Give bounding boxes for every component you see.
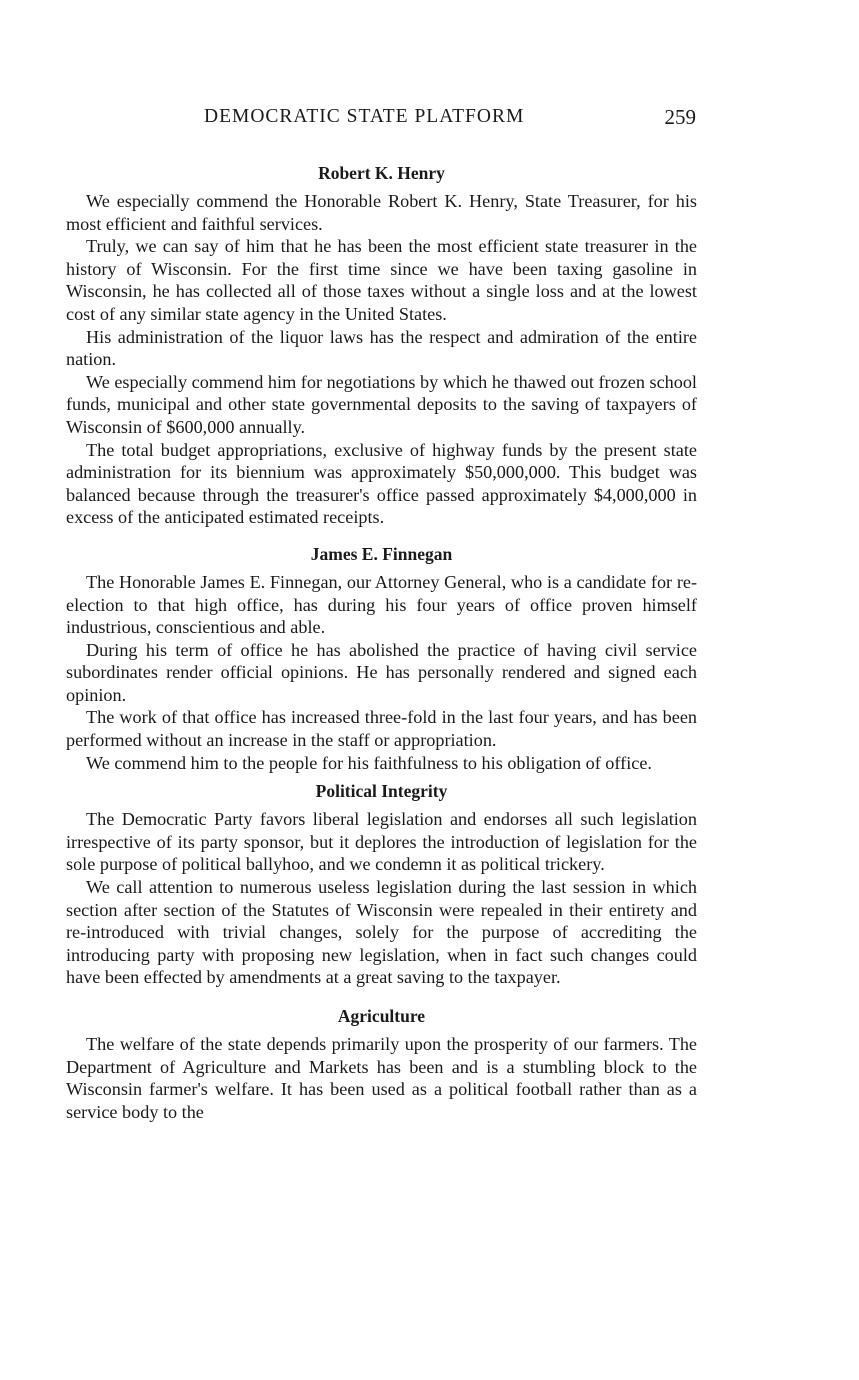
section-heading: Robert K. Henry <box>318 163 445 183</box>
paragraph: His administration of the liquor laws has the respect and admiration of the entire nation. <box>66 326 697 370</box>
page-number: 259 <box>664 105 696 129</box>
page-header <box>66 106 696 136</box>
paragraph: We especially commend him for negotiations by which he thawed out frozen school funds, municipal and other state governmental deposits to the saving of taxpayers of Wisconsin of $600,000 annually. <box>66 371 697 437</box>
paragraph: The Honorable James E. Finnegan, our Attorney General, who is a candidate for re-election to that high office, has during his four years of office proven himself industrious, conscientious and able. <box>66 571 697 638</box>
section-heading: Agriculture <box>337 1006 426 1026</box>
section-heading: Political Integrity <box>315 781 448 802</box>
section-heading: James E. Finnegan <box>310 543 453 564</box>
paragraph: The Democratic Party favors liberal legislation and endorses all such legislation irrespective of its party sponsor, but it deplores the introduction of legislation for the sole purpose of political ballyhoo, and we condemn it as political trickery. <box>66 809 697 875</box>
section-james-e-finnegan <box>66 543 697 774</box>
section-agriculture <box>66 1005 697 1123</box>
paragraph: Truly, we can say of him that he has been the most efficient state treasurer in the history of Wisconsin. For the first time since we have been taxing gasoline in Wisconsin, he has collected all of those taxes without a single loss and at the lowest cost of any similar state agency in the United States. <box>66 236 697 324</box>
paragraph: We commend him to the people for his faithfulness to his obligation of office. <box>86 752 652 773</box>
paragraph: The work of that office has increased three-fold in the last four years, and has been performed without an increase in the staff or appropriation. <box>66 707 697 751</box>
paragraph: The welfare of the state depends primarily upon the prosperity of our farmers. The Department of Agriculture and Markets has been and is a stumbling block to the Wisconsin farmer's welfare. It has been used as a political football rather than as a service body to the <box>66 1034 697 1122</box>
paragraph: We especially commend the Honorable Robert K. Henry, State Treasurer, for his most efficient and faithful services. <box>66 191 697 234</box>
running-head: DEMOCRATIC STATE PLATFORM <box>204 106 525 127</box>
section-robert-k-henry <box>66 162 697 529</box>
paragraph: The total budget appropriations, exclusive of highway funds by the present state administration for its biennium was approximately $50,000,000. This budget was balanced because through the treasurer's office passed approximately $4,000,000 in excess of the anticipated estimated receipts. <box>66 439 697 528</box>
page-content <box>66 162 697 1123</box>
paragraph: During his term of office he has abolished the practice of having civil service subordinates render official opinions. He has personally rendered and signed each opinion. <box>66 639 697 705</box>
paragraph: We call attention to numerous useless legislation during the last session in which section after section of the Statutes of Wisconsin were repealed in their entirety and re-introduced with trivial changes, solely for the purpose of accrediting the introducing party with proposing new legislation, when in fact such changes could have been effected by amendments at a great saving to the taxpayer. <box>66 877 697 988</box>
section-political-integrity <box>66 780 697 989</box>
